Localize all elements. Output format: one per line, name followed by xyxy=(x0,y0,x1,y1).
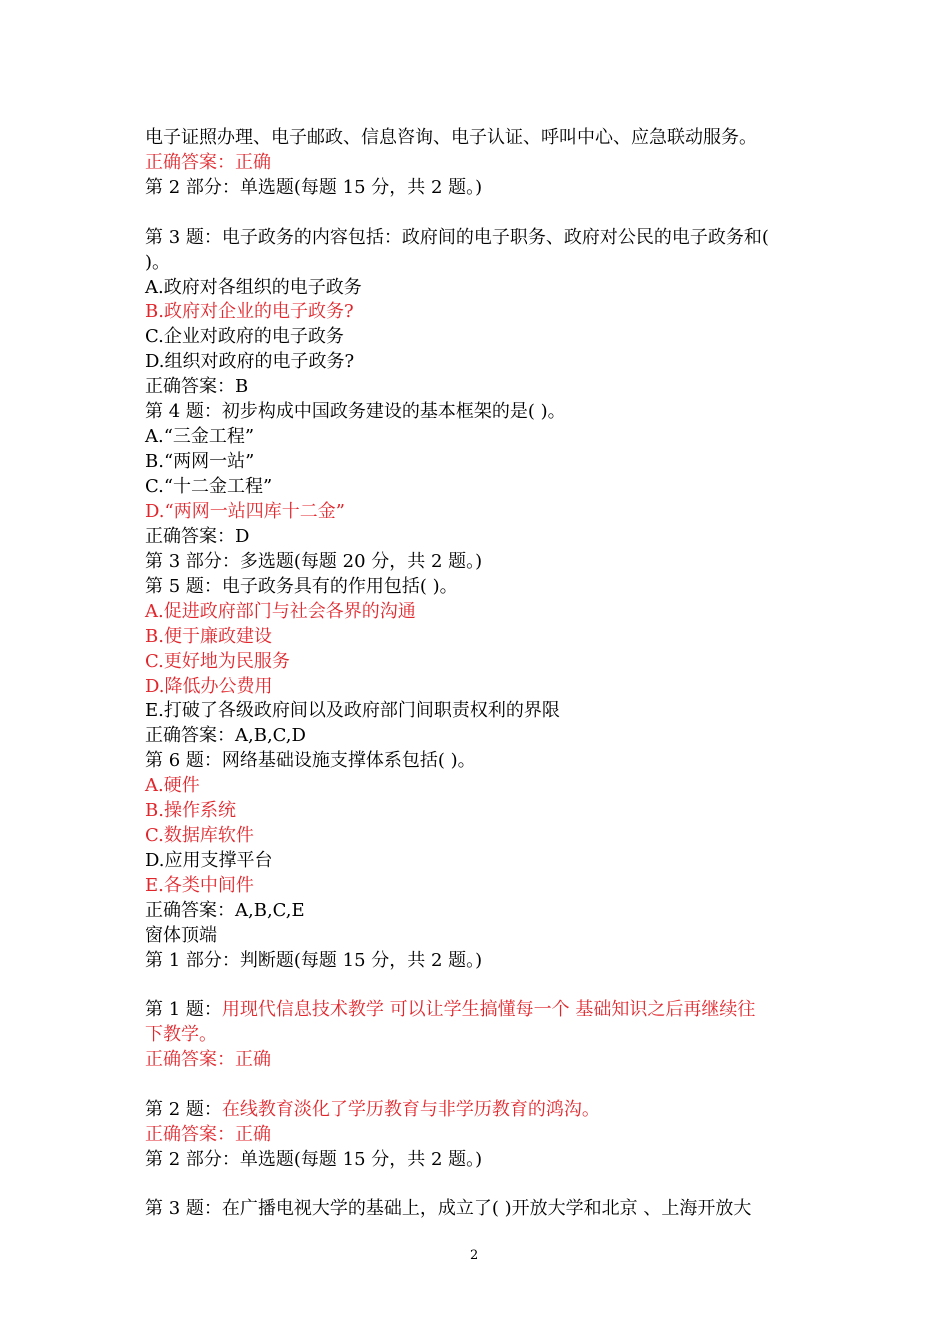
option-line: C.企业对政府的电子政务 xyxy=(145,326,344,347)
option-line-correct: D.降低办公费用 xyxy=(145,676,273,697)
option-line-correct: B.操作系统 xyxy=(145,800,236,821)
answer-line: 正确答案：正确 xyxy=(145,152,271,173)
option-line-correct: E.各类中间件 xyxy=(145,875,254,896)
section-heading: 第 1 部分：判断题(每题 15 分，共 2 题。) xyxy=(145,950,483,971)
option-line-correct: A.硬件 xyxy=(145,775,200,796)
text-line: 窗体顶端 xyxy=(145,925,217,946)
question-line xyxy=(145,1099,600,1121)
question-line: 第 5 题：电子政务具有的作用包括( )。 xyxy=(145,576,458,597)
question-number: 第 1 题： xyxy=(145,999,222,1020)
question-number: 第 2 题： xyxy=(145,1099,222,1120)
option-line-correct: C.更好地为民服务 xyxy=(145,651,290,672)
question-text: 用现代信息技术教学 可以让学生搞懂每一个 基础知识之后再继续往 xyxy=(221,999,756,1020)
text-line: 电子证照办理、电子邮政、信息咨询、电子认证、呼叫中心、应急联动服务。 xyxy=(145,127,757,148)
question-line-continued: 下教学。 xyxy=(145,1024,217,1045)
question-line: 第 4 题：初步构成中国政务建设的基本框架的是( )。 xyxy=(145,401,566,422)
answer-line: 正确答案：B xyxy=(145,376,249,397)
question-line: 第 3 题：在广播电视大学的基础上，成立了( )开放大学和北京 、上海开放大 xyxy=(145,1198,752,1219)
section-heading: 第 2 部分：单选题(每题 15 分，共 2 题。) xyxy=(145,177,483,198)
page-number: 2 xyxy=(470,1248,479,1263)
question-text: 在线教育淡化了学历教育与非学历教育的鸿沟。 xyxy=(221,1099,600,1120)
text-line: )。 xyxy=(145,252,171,273)
option-line: E.打破了各级政府间以及政府部门间职责权利的界限 xyxy=(145,700,560,721)
option-line: B.“两网一站” xyxy=(145,451,255,472)
option-line: D.组织对政府的电子政务? xyxy=(145,351,355,372)
option-line: A.“三金工程” xyxy=(145,426,255,447)
option-line: C.“十二金工程” xyxy=(145,476,273,497)
answer-line: 正确答案：A,B,C,E xyxy=(145,900,305,921)
answer-line: 正确答案：D xyxy=(145,526,250,547)
option-line: D.应用支撑平台 xyxy=(145,850,273,871)
option-line-correct: D.“两网一站四库十二金” xyxy=(145,501,345,522)
option-line: A.政府对各组织的电子政务 xyxy=(145,277,362,298)
answer-line: 正确答案：A,B,C,D xyxy=(145,725,306,746)
option-line-correct: C.数据库软件 xyxy=(145,825,254,846)
question-line xyxy=(145,999,755,1021)
section-heading: 第 2 部分：单选题(每题 15 分，共 2 题。) xyxy=(145,1149,483,1170)
answer-line: 正确答案：正确 xyxy=(145,1049,271,1070)
section-heading: 第 3 部分：多选题(每题 20 分，共 2 题。) xyxy=(145,551,483,572)
question-line: 第 3 题：电子政务的内容包括：政府间的电子职务、政府对公民的电子政务和( xyxy=(145,227,769,248)
option-line-correct: A.促进政府部门与社会各界的沟通 xyxy=(145,601,416,622)
option-line-correct: B.便于廉政建设 xyxy=(145,626,272,647)
answer-line: 正确答案：正确 xyxy=(145,1124,271,1145)
option-line-correct: B.政府对企业的电子政务? xyxy=(145,301,354,322)
question-line: 第 6 题：网络基础设施支撑体系包括( )。 xyxy=(145,750,476,771)
